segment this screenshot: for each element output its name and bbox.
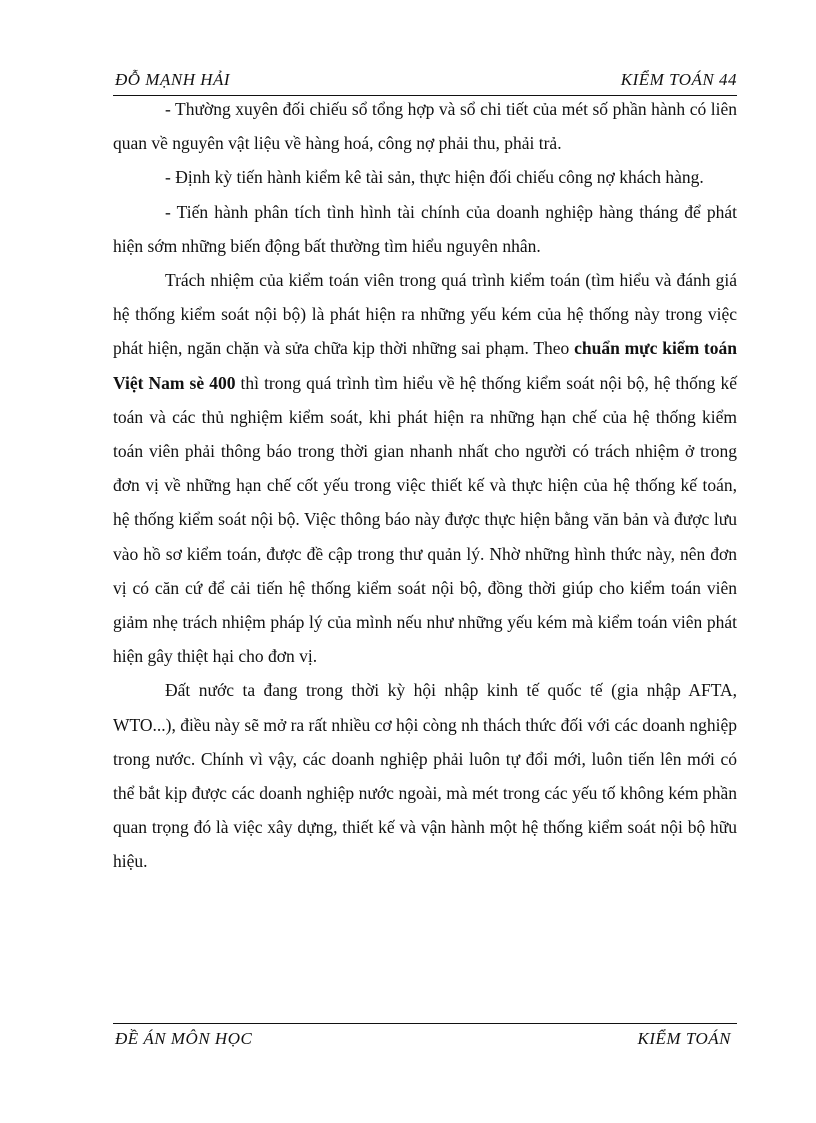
paragraph-4-text-a: Trách nhiệm của kiểm toán viên trong quá trình kiểm toán (tìm hiểu và đánh giá hệ thống kiểm soát nội bộ) là phát hiện ra những yếu kém của hệ thống này trong việc phát hiện, ngăn chặn và sửa chữa kịp thời những sai phạm. Theo	[113, 270, 737, 359]
page-header	[115, 70, 737, 90]
paragraph-3: - Tiến hành phân tích tình hình tài chính của doanh nghiệp hàng tháng để phát hiện sớm những biến động bất thường tìm hiểu nguyên nhân.	[113, 201, 737, 256]
footer-course: ĐỀ ÁN MÔN HỌC	[115, 1029, 253, 1048]
page-footer	[115, 1029, 731, 1049]
paragraph-5: Đất nước ta đang trong thời kỳ hội nhập kinh tế quốc tế (gia nhập AFTA, WTO...), điều này sẽ mở ra rất nhiều cơ hội còng nh thách thức đối với các doanh nghiệp trong nước. Chính vì vậy, các doanh nghiệp phải luôn tự đổi mới, luôn tiến lên mới có thể bắt kịp được các doanh nghiệp nước ngoài, mà mét trong các yếu tố không kém phần quan trọng đó là việc xây dựng, thiết kế và vận hành một hệ thống kiểm soát nội bộ hữu hiệu.	[113, 680, 737, 872]
footer-subject: KIỂM TOÁN	[637, 1029, 731, 1048]
paragraph-4	[113, 263, 737, 673]
header-subject: KIỂM TOÁN 44	[620, 70, 737, 89]
document-body	[113, 92, 737, 879]
header-author: ĐỖ MẠNH HẢI	[115, 70, 231, 89]
paragraph-2: - Định kỳ tiến hành kiểm kê tài sản, thực hiện đối chiếu công nợ khách hàng.	[165, 167, 704, 188]
footer-divider	[113, 1023, 737, 1024]
paragraph-1: - Thường xuyên đối chiếu sổ tổng hợp và sổ chi tiết của mét số phần hành có liên quan về nguyên vật liệu về hàng hoá, công nợ phải thu, phải trả.	[113, 99, 737, 154]
paragraph-4-bold-standard: chuẩn mực kiểm toán Việt Nam sè 400	[113, 338, 737, 393]
paragraph-4-text-b: thì trong quá trình tìm hiểu về hệ thống kiểm soát nội bộ, hệ thống kế toán và các thủ nghiệm kiểm soát, khi phát hiện ra những hạn chế của hệ thống kiểm toán viên phải thông báo trong thời gian nhanh nhất cho người có trách nhiệm ở trong đơn vị về những hạn chế cốt yếu trong việc thiết kế và thực hiện của hệ thống kế toán, hệ thống kiểm soát nội bộ. Việc thông báo này được thực hiện bằng văn bản và được lưu vào hồ sơ kiểm toán, được đề cập trong thư quản lý. Nhờ những hình thức này, nên đơn vị có căn cứ để cải tiến hệ thống kiểm soát nội bộ, đồng thời giúp cho kiểm toán viên giảm nhẹ trách nhiệm pháp lý của mình nếu như những yếu kém mà kiểm toán viên phát hiện gây thiệt hại cho đơn vị.	[113, 372, 737, 667]
